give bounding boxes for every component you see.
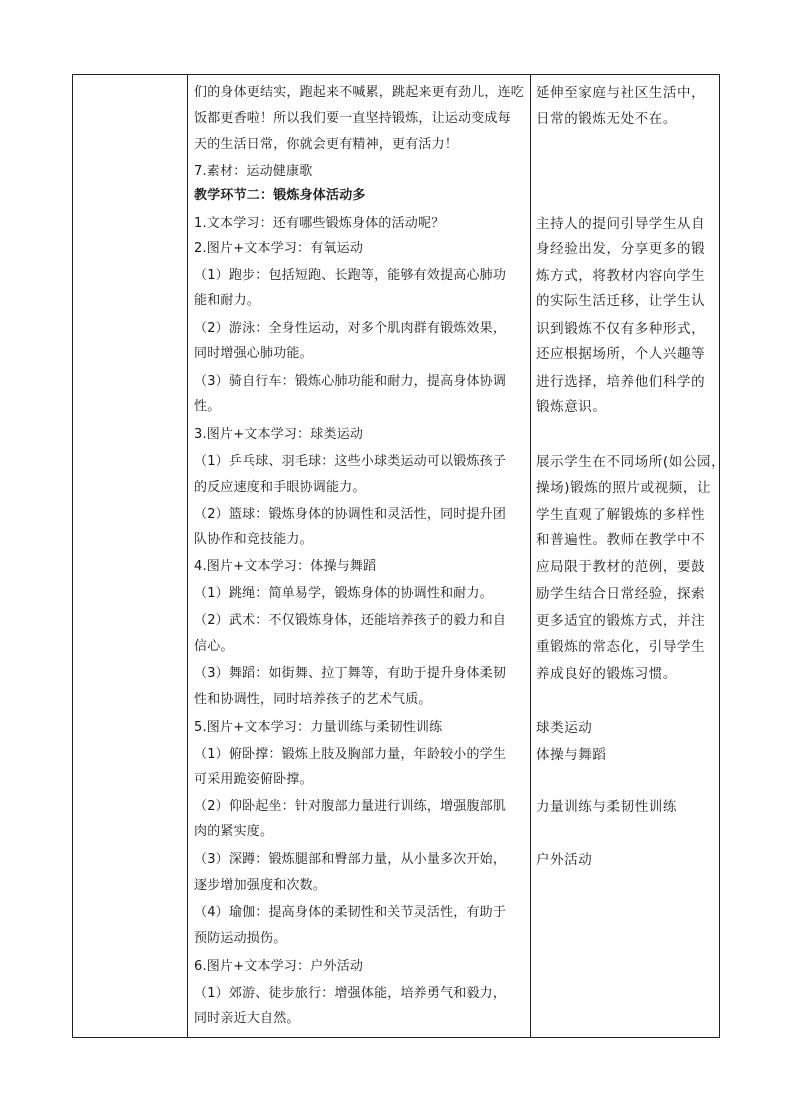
intent-line: 展示学生在不同场所(如公园， [536,454,726,470]
content-line: 4.图片+文本学习：体操与舞蹈 [194,559,377,574]
intent-line: 更多适宜的锻炼方式，并注 [536,613,706,629]
content-line: 肉的紧实度。 [194,824,274,839]
content-line: （2）武术：不仅锻炼身体，还能培养孩子的毅力和自 [194,613,507,628]
content-line: （1）跑步：包括短跑、长跑等，能够有效提高心肺功 [194,268,507,283]
intent-line: 励学生结合日常经验，探索 [536,586,706,602]
intent-line: 进行选择，培养他们科学的 [536,374,706,390]
content-line: （3）舞蹈：如街舞、拉丁舞等，有助于提升身体柔韧 [194,666,507,681]
content-line: 能和耐力。 [194,293,261,308]
intent-line: 炼方式，将教材内容向学生 [536,268,706,284]
intent-line: 户外活动 [536,852,593,868]
intent-line: 识到锻炼不仅有多种形式， [536,321,706,337]
intent-line: 学生直观了解锻炼的多样性 [536,507,706,523]
content-line: （1）乒乓球、羽毛球：这些小球类运动可以锻炼孩子 [194,454,507,469]
lesson-plan-table [72,74,726,1038]
content-line: （2）游泳：全身性运动，对多个肌肉群有锻炼效果， [194,321,507,336]
content-line: 可采用跪姿俯卧撑。 [194,772,313,787]
content-line: 的反应速度和手眼协调能力。 [194,480,366,495]
content-line: （2）篮球：锻炼身体的协调性和灵活性，同时提升团 [194,507,507,522]
content-line: （3）骑自行车：锻炼心肺功能和耐力，提高身体协调 [194,374,507,389]
intent-line: 和普遍性。教师在教学中不 [536,532,706,548]
content-line: 队协作和竞技能力。 [194,532,313,547]
intent-line: 力量训练与柔韧性训练 [536,799,677,815]
content-line: 同时亲近大自然。 [194,1011,300,1026]
content-line: 2.图片+文本学习：有氧运动 [194,241,364,256]
intent-line: 体操与舞蹈 [536,747,607,763]
column-divider [187,75,188,1037]
content-line: 性和协调性，同时培养孩子的艺术气质。 [194,692,432,707]
intent-line: 锻炼意识。 [536,399,607,415]
content-line: 逐步增加强度和次数。 [194,878,327,893]
content-line: 信心。 [194,639,234,654]
content-line: 天的生活日常，你就会更有精神，更有活力！ [194,137,459,152]
content-line: 教学环节二：锻炼身体活动多 [194,188,366,203]
intent-line: 日常的锻炼无处不在。 [536,111,677,127]
content-line: 7.素材：运动健康歌 [194,164,313,179]
intent-line: 重锻炼的常态化，引导学生 [536,639,706,655]
content-line: 6.图片+文本学习：户外活动 [194,959,364,974]
intent-line: 养成良好的锻炼习惯。 [536,666,677,682]
intent-line: 还应根据场所，个人兴趣等 [536,346,706,362]
content-line: （1）郊游、徒步旅行：增强体能，培养勇气和毅力， [194,986,507,1001]
content-line: （4）瑜伽：提高身体的柔韧性和关节灵活性，有助于 [194,905,507,920]
content-line: 饭都更香啦！所以我们要一直坚持锻炼，让运动变成每 [194,111,511,126]
intent-line: 的实际生活迁移，让学生认 [536,293,706,309]
content-line: 5.图片+文本学习：力量训练与柔韧性训练 [194,720,443,735]
intent-line: 操场)锻炼的照片或视频，让 [536,480,712,496]
content-line: （1）俯卧撑：锻炼上肢及胸部力量，年龄较小的学生 [194,747,507,762]
content-line: 们的身体更结实，跑起来不喊累，跳起来更有劲儿，连吃 [194,85,525,100]
intent-line: 主持人的提问引导学生从自 [536,216,706,232]
content-line: 性。 [194,399,221,414]
intent-line: 应局限于教材的范例，要鼓 [536,559,706,575]
content-line: 1.文本学习：还有哪些锻炼身体的活动呢？ [194,216,445,231]
content-line: （1）跳绳：简单易学，锻炼身体的协调性和耐力。 [194,586,493,601]
content-line: （2）仰卧起坐：针对腹部力量进行训练，增强腹部肌 [194,799,507,814]
column-divider [530,75,531,1037]
content-line: 预防运动损伤。 [194,931,287,946]
intent-line: 延伸至家庭与社区生活中， [536,85,706,101]
intent-line: 球类运动 [536,720,593,736]
intent-line: 身经验出发，分享更多的锻 [536,241,706,257]
content-line: （3）深蹲：锻炼腿部和臀部力量，从小量多次开始， [194,852,507,867]
content-line: 3.图片+文本学习：球类运动 [194,427,364,442]
content-line: 同时增强心肺功能。 [194,346,313,361]
